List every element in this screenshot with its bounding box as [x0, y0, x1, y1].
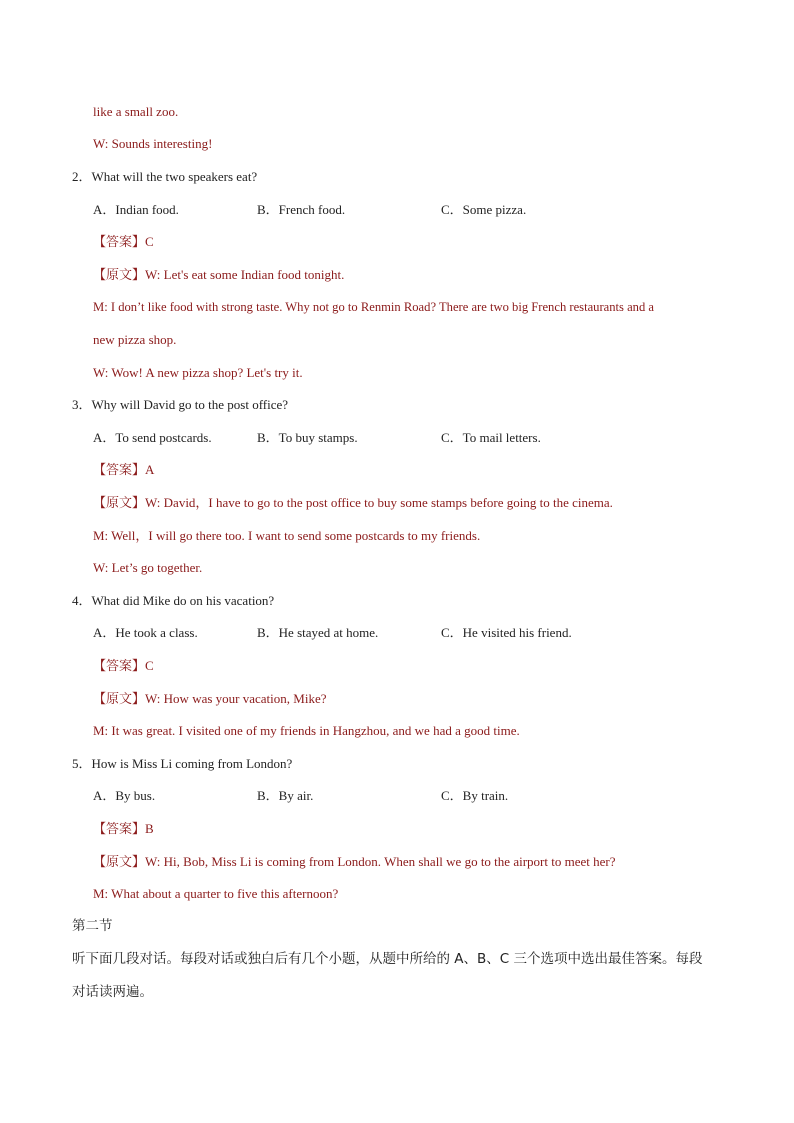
- answer-line: [93, 821, 154, 838]
- script-text: W: Let's eat some Indian food tonight.: [145, 267, 345, 282]
- option-a: A．To send postcards.: [93, 430, 212, 445]
- option-a: A．By bus.: [93, 788, 156, 803]
- option-b: B．French food.: [257, 202, 346, 217]
- question-text: Why will David go to the post office?: [91, 397, 289, 412]
- question-text: How is Miss Li coming from London?: [91, 756, 293, 771]
- script-line: W: Sounds interesting!: [93, 136, 213, 151]
- script-text: W: David，I have to go to the post office to buy some stamps before going to the cinema.: [145, 495, 613, 510]
- option-c: C．He visited his friend.: [441, 625, 572, 640]
- script-line: W: Let’s go together.: [93, 560, 203, 575]
- question-2: [72, 169, 257, 185]
- answer-tag: 【答案】: [93, 822, 146, 837]
- option-a: A．He took a class.: [93, 625, 198, 640]
- option-a: A．Indian food.: [93, 202, 179, 217]
- answer-value: B: [145, 821, 154, 836]
- section-instruction: 听下面几段对话。每段对话或独白后有几个小题，从题中所给的 A、B、C 三个选项中选出最佳答案。每段: [72, 951, 703, 967]
- option-b: B．To buy stamps.: [257, 430, 358, 445]
- script-text: W: How was your vacation, Mike?: [145, 691, 327, 706]
- answer-line: [93, 658, 154, 675]
- script-tag: 【原文】: [93, 855, 146, 870]
- question-3: [72, 397, 288, 413]
- question-number: 3．: [72, 397, 92, 412]
- option-b: B．By air.: [257, 788, 314, 803]
- script-line: M: What about a quarter to five this afternoon?: [93, 886, 339, 901]
- option-b: B．He stayed at home.: [257, 625, 379, 640]
- script-line: new pizza shop.: [93, 332, 177, 347]
- script-line: [93, 495, 613, 512]
- script-line: M: It was great. I visited one of my friends in Hangzhou, and we had a good time.: [93, 723, 520, 738]
- script-tag: 【原文】: [93, 268, 146, 283]
- question-number: 5．: [72, 756, 92, 771]
- script-tag: 【原文】: [93, 692, 146, 707]
- question-text: What did Mike do on his vacation?: [91, 593, 275, 608]
- option-c: C．By train.: [441, 788, 509, 803]
- answer-line: [93, 234, 154, 251]
- question-text: What will the two speakers eat?: [91, 169, 258, 184]
- script-line: W: Wow! A new pizza shop? Let's try it.: [93, 365, 303, 380]
- answer-tag: 【答案】: [93, 463, 146, 478]
- answer-value: C: [145, 234, 154, 249]
- question-number: 2．: [72, 169, 92, 184]
- script-line: M: Well，I will go there too. I want to send some postcards to my friends.: [93, 528, 481, 543]
- option-c: C．To mail letters.: [441, 430, 541, 445]
- script-tag: 【原文】: [93, 496, 146, 511]
- script-text: W: Hi, Bob, Miss Li is coming from London. When shall we go to the airport to meet her?: [145, 854, 616, 869]
- option-c: C．Some pizza.: [441, 202, 527, 217]
- question-number: 4．: [72, 593, 92, 608]
- answer-line: [93, 462, 154, 479]
- script-line: [93, 854, 615, 871]
- answer-value: A: [145, 462, 155, 477]
- answer-value: C: [145, 658, 154, 673]
- answer-tag: 【答案】: [93, 235, 146, 250]
- answer-tag: 【答案】: [93, 659, 146, 674]
- script-line: like a small zoo.: [93, 104, 179, 119]
- script-line: M: I don’t like food with strong taste. Why not go to Renmin Road? There are two big French restaurants and a: [93, 300, 655, 314]
- question-4: [72, 593, 274, 609]
- question-5: [72, 756, 292, 772]
- section-title: 第二节: [72, 918, 113, 934]
- script-line: [93, 267, 344, 284]
- script-line: [93, 691, 326, 708]
- section-instruction-cont: 对话读两遍。: [72, 984, 153, 1000]
